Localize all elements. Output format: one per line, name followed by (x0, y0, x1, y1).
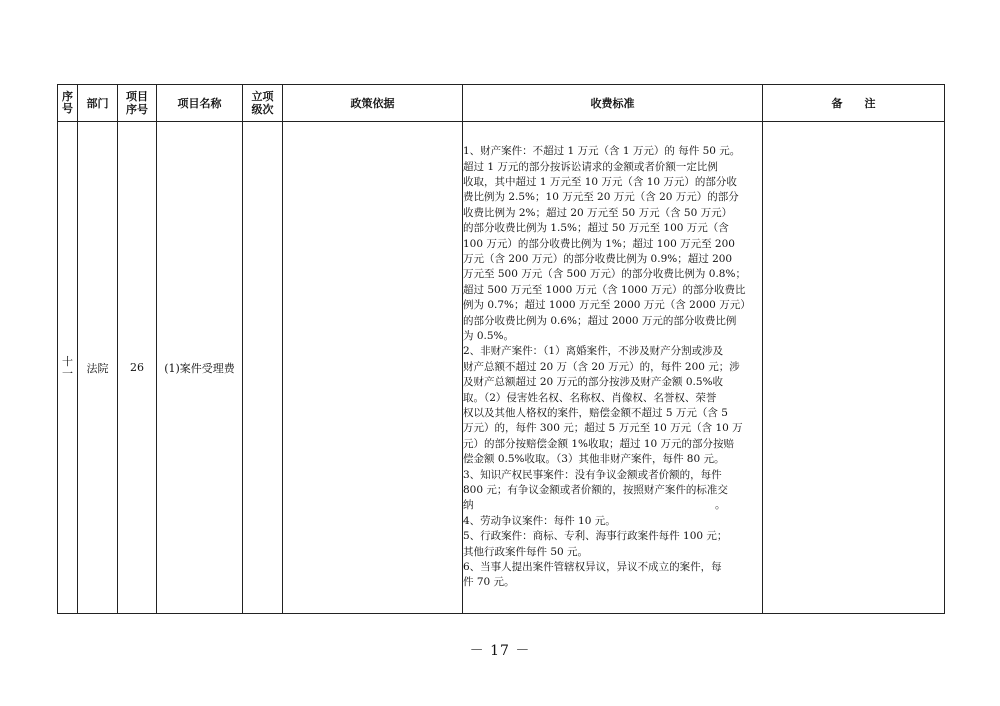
standard-line: 4、劳动争议案件：每件 10 元。 (463, 514, 616, 527)
header-seq: 序号 (58, 85, 78, 122)
page-number: － 17 － (469, 643, 531, 659)
standard-line: 偿金额 0.5%收取。（3）其他非财产案件，每件 80 元。 (463, 453, 725, 466)
cell-remarks (763, 122, 945, 614)
cell-seq: 十一 (58, 122, 78, 614)
standard-line: 元）的部分按赔偿金额 1%收取；超过 10 万元的部分按赔 (463, 437, 735, 450)
standard-line: 2、非财产案件：（1）离婚案件，不涉及财产分割或涉及 (463, 345, 724, 358)
cell-item-name: (1)案件受理费 (157, 122, 243, 614)
standard-line: 800 元；有争议金额或者价额的，按照财产案件的标准交 (463, 484, 728, 497)
standard-line: 收费比例为 2%；超过 20 万元至 50 万元（含 50 万元） (463, 206, 733, 219)
standard-line: 6、当事人提出案件管辖权异议，异议不成立的案件，每 (463, 561, 722, 574)
cell-level (243, 122, 283, 614)
standard-line: 及财产总额超过 20 万元的部分按涉及财产金额 0.5%收 (463, 376, 724, 389)
standard-line: 1、财产案件：不超过 1 万元（含 1 万元）的 每件 50 元。 (463, 145, 741, 158)
header-item-seq: 项目序号 (118, 85, 157, 122)
header-item-name: 项目名称 (157, 85, 243, 122)
standard-line: 纳 。 (463, 499, 726, 512)
header-level: 立项级次 (243, 85, 283, 122)
cell-standard (463, 122, 763, 614)
header-policy: 政策依据 (283, 85, 463, 122)
fee-table (57, 84, 945, 614)
standard-line: 权以及其他人格权的案件，赔偿金额不超过 5 万元（含 5 (463, 407, 728, 420)
standard-line: 的部分收费比例为 1.5%；超过 50 万元至 100 万元（含 (463, 222, 729, 235)
standard-line: 的部分收费比例为 0.6%；超过 2000 万元的部分收费比例 (463, 314, 737, 327)
standard-line: 3、知识产权民事案件：没有争议金额或者价额的，每件 (463, 468, 722, 481)
standard-line: 收取，其中超过 1 万元至 10 万元（含 10 万元）的部分收 (463, 175, 737, 188)
table-row (58, 122, 945, 614)
standard-line: 超过 1 万元的部分按诉讼请求的金额或者价额一定比例 (463, 160, 718, 173)
standard-line: 费比例为 2.5%；10 万元至 20 万元（含 20 万元）的部分 (463, 191, 739, 204)
cell-dept: 法院 (78, 122, 118, 614)
standard-line: 万元（含 200 万元）的部分收费比例为 0.9%；超过 200 (463, 252, 733, 265)
table-header-row (58, 85, 945, 122)
standard-line: 万元至 500 万元（含 500 万元）的部分收费比例为 0.8%； (463, 268, 746, 281)
standard-line: 5、行政案件：商标、专利、海事行政案件每件 100 元； (463, 530, 728, 543)
header-dept: 部门 (78, 85, 118, 122)
standard-line: 万元）的，每件 300 元；超过 5 万元至 10 万元（含 10 万 (463, 422, 743, 435)
standard-line: 为 0.5%。 (463, 329, 515, 342)
cell-policy (283, 122, 463, 614)
standard-line: 100 万元）的部分收费比例为 1%；超过 100 万元至 200 (463, 237, 735, 250)
standard-line: 财产总额不超过 20 万（含 20 万元）的，每件 200 元；涉 (463, 360, 740, 373)
standard-line: 件 70 元。 (463, 576, 515, 589)
header-standard: 收费标准 (463, 85, 763, 122)
standard-line: 其他行政案件每件 50 元。 (463, 545, 589, 558)
standard-line: 例为 0.7%；超过 1000 万元至 2000 万元（含 2000 万元） (463, 299, 751, 312)
header-remarks: 备 注 (763, 85, 945, 122)
standard-line: 取。（2）侵害姓名权、名称权、肖像权、名誉权、荣誉 (463, 391, 717, 404)
standard-line: 超过 500 万元至 1000 万元（含 1000 万元）的部分收费比 (463, 283, 746, 296)
cell-item-seq: 26 (118, 122, 157, 614)
